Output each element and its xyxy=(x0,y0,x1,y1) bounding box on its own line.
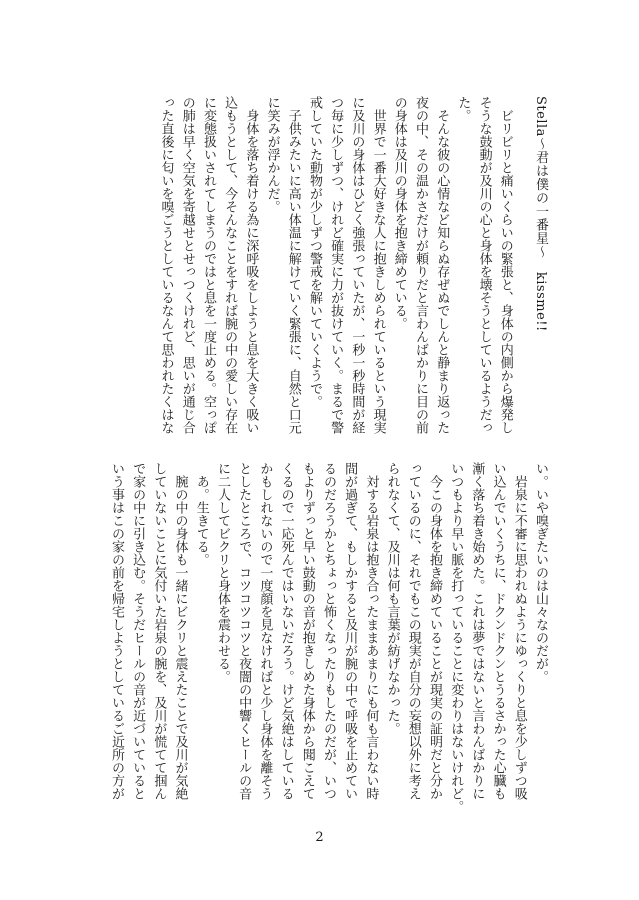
lower-line: いつもより早い脈を打っていることに変わりはないけれど。 xyxy=(448,462,464,813)
lower-line: 間が過ぎて、もしかすると及川が腕の中で呼吸を止めてい xyxy=(342,462,358,800)
page-number: 2 xyxy=(315,830,324,845)
lower-line: いう事はこの家の前を帰宅しようとしているご近所の方が xyxy=(108,462,124,800)
upper-text-block xyxy=(89,96,551,474)
lower-text-block xyxy=(89,462,551,840)
lower-line: していないことに気付いた岩泉の腕を、及川が慌てて掴ん xyxy=(151,462,167,800)
lower-line: 対する岩泉は抱き合ったままあまりにも何も言わない時 xyxy=(363,462,379,800)
lower-line: い。いや嗅ぎたいのは山々なのだが。 xyxy=(533,462,548,683)
upper-line: そうな鼓動が及川の心と身体を壊そうとしているようだっ xyxy=(476,96,492,434)
lower-line: かもしれないので一度顔を見なければと少し身体を離そう xyxy=(257,462,273,800)
upper-line: た。 xyxy=(455,96,471,122)
lower-line: 漸く落ち着き始めた。これは夢ではないと言わんばかりに xyxy=(469,462,485,800)
upper-line: つ毎に少しずつ、けれど確実に力が抜けていく。まるで警 xyxy=(328,96,344,434)
lower-line: に二人してビクリと身体を震わせる。 xyxy=(214,462,230,683)
upper-line: った直後に匂いを嗅ごうとしているなんて思われたくはな xyxy=(158,96,174,434)
upper-line: の肺は早く空気を寄越せとせっつくけれど、思いが通じ合 xyxy=(179,96,195,434)
upper-line: 子供みたいに高い体温に解けていく緊張に、自然と口元 xyxy=(285,96,301,434)
upper-line: の身体は及川の身体を抱き締めている。 xyxy=(391,96,407,330)
upper-line: そんな彼の心情など知らぬ存ぜぬでしんと静まり返った xyxy=(434,96,450,434)
lower-line: 腕の中の身体も一緒にビクリと震えたことで及川が気絶 xyxy=(172,462,188,800)
lower-line: っているのに、それでもこの現実が自分の妄想以外に考え xyxy=(405,462,421,800)
upper-line: に及川の身体はひどく強張っていたが、一秒一秒時間が経 xyxy=(349,96,365,434)
lower-line: としたところで、コツコツコツと夜闇の中響くヒールの音 xyxy=(236,462,252,800)
lower-line: 今この身体を抱き締めていることが現実の証明だと分か xyxy=(426,462,442,800)
upper-line: 夜の中、その温かさだけが頼りだと言わんばかりに目の前 xyxy=(412,96,428,434)
chapter-title: Stella～君は僕の一番星～ kissme!! xyxy=(533,96,548,332)
lower-line: るのだろうかとちょっと怖くなったりもしたのだが、いつ xyxy=(320,462,336,800)
upper-line: ビリビリと痛いくらいの緊張と、身体の内側から爆発し xyxy=(497,96,513,434)
lower-line: くるので一応死んではいないだろう。けど気絶はしている xyxy=(278,462,294,800)
lower-line: 岩泉に不審に思われぬようにゆっくりと息を少しずつ吸 xyxy=(511,462,527,800)
upper-line: 身体を落ち着ける為に深呼吸をしようと息を大きく吸い xyxy=(243,96,259,434)
lower-line: られなくて、及川は何も言葉が紡げなかった。 xyxy=(384,462,400,735)
lower-line: あ。生きてる。 xyxy=(193,462,209,566)
upper-line: 戒していた動物が少しずつ警戒を解いていくようで。 xyxy=(306,96,322,408)
lower-line: で家の中に引き込む。そうだヒールの音が近づいていると xyxy=(130,462,146,800)
upper-line: 世界で一番大好きな人に抱きしめられているという現実 xyxy=(370,96,386,434)
lower-line: もよりずっと早い鼓動の音が抱きしめた身体から聞こえて xyxy=(299,462,315,800)
upper-line: 込もうとして、今そんなことをすれば腕の中の愛しい存在 xyxy=(222,96,238,434)
upper-line: に笑みが浮かんだ。 xyxy=(264,96,280,213)
lower-line: い込んでいくうちに、ドクンドクンとうるさかった心臓も xyxy=(490,462,506,800)
upper-line: に変態扱いされてしまうのではと息を一度止める。空っぽ xyxy=(200,96,216,434)
